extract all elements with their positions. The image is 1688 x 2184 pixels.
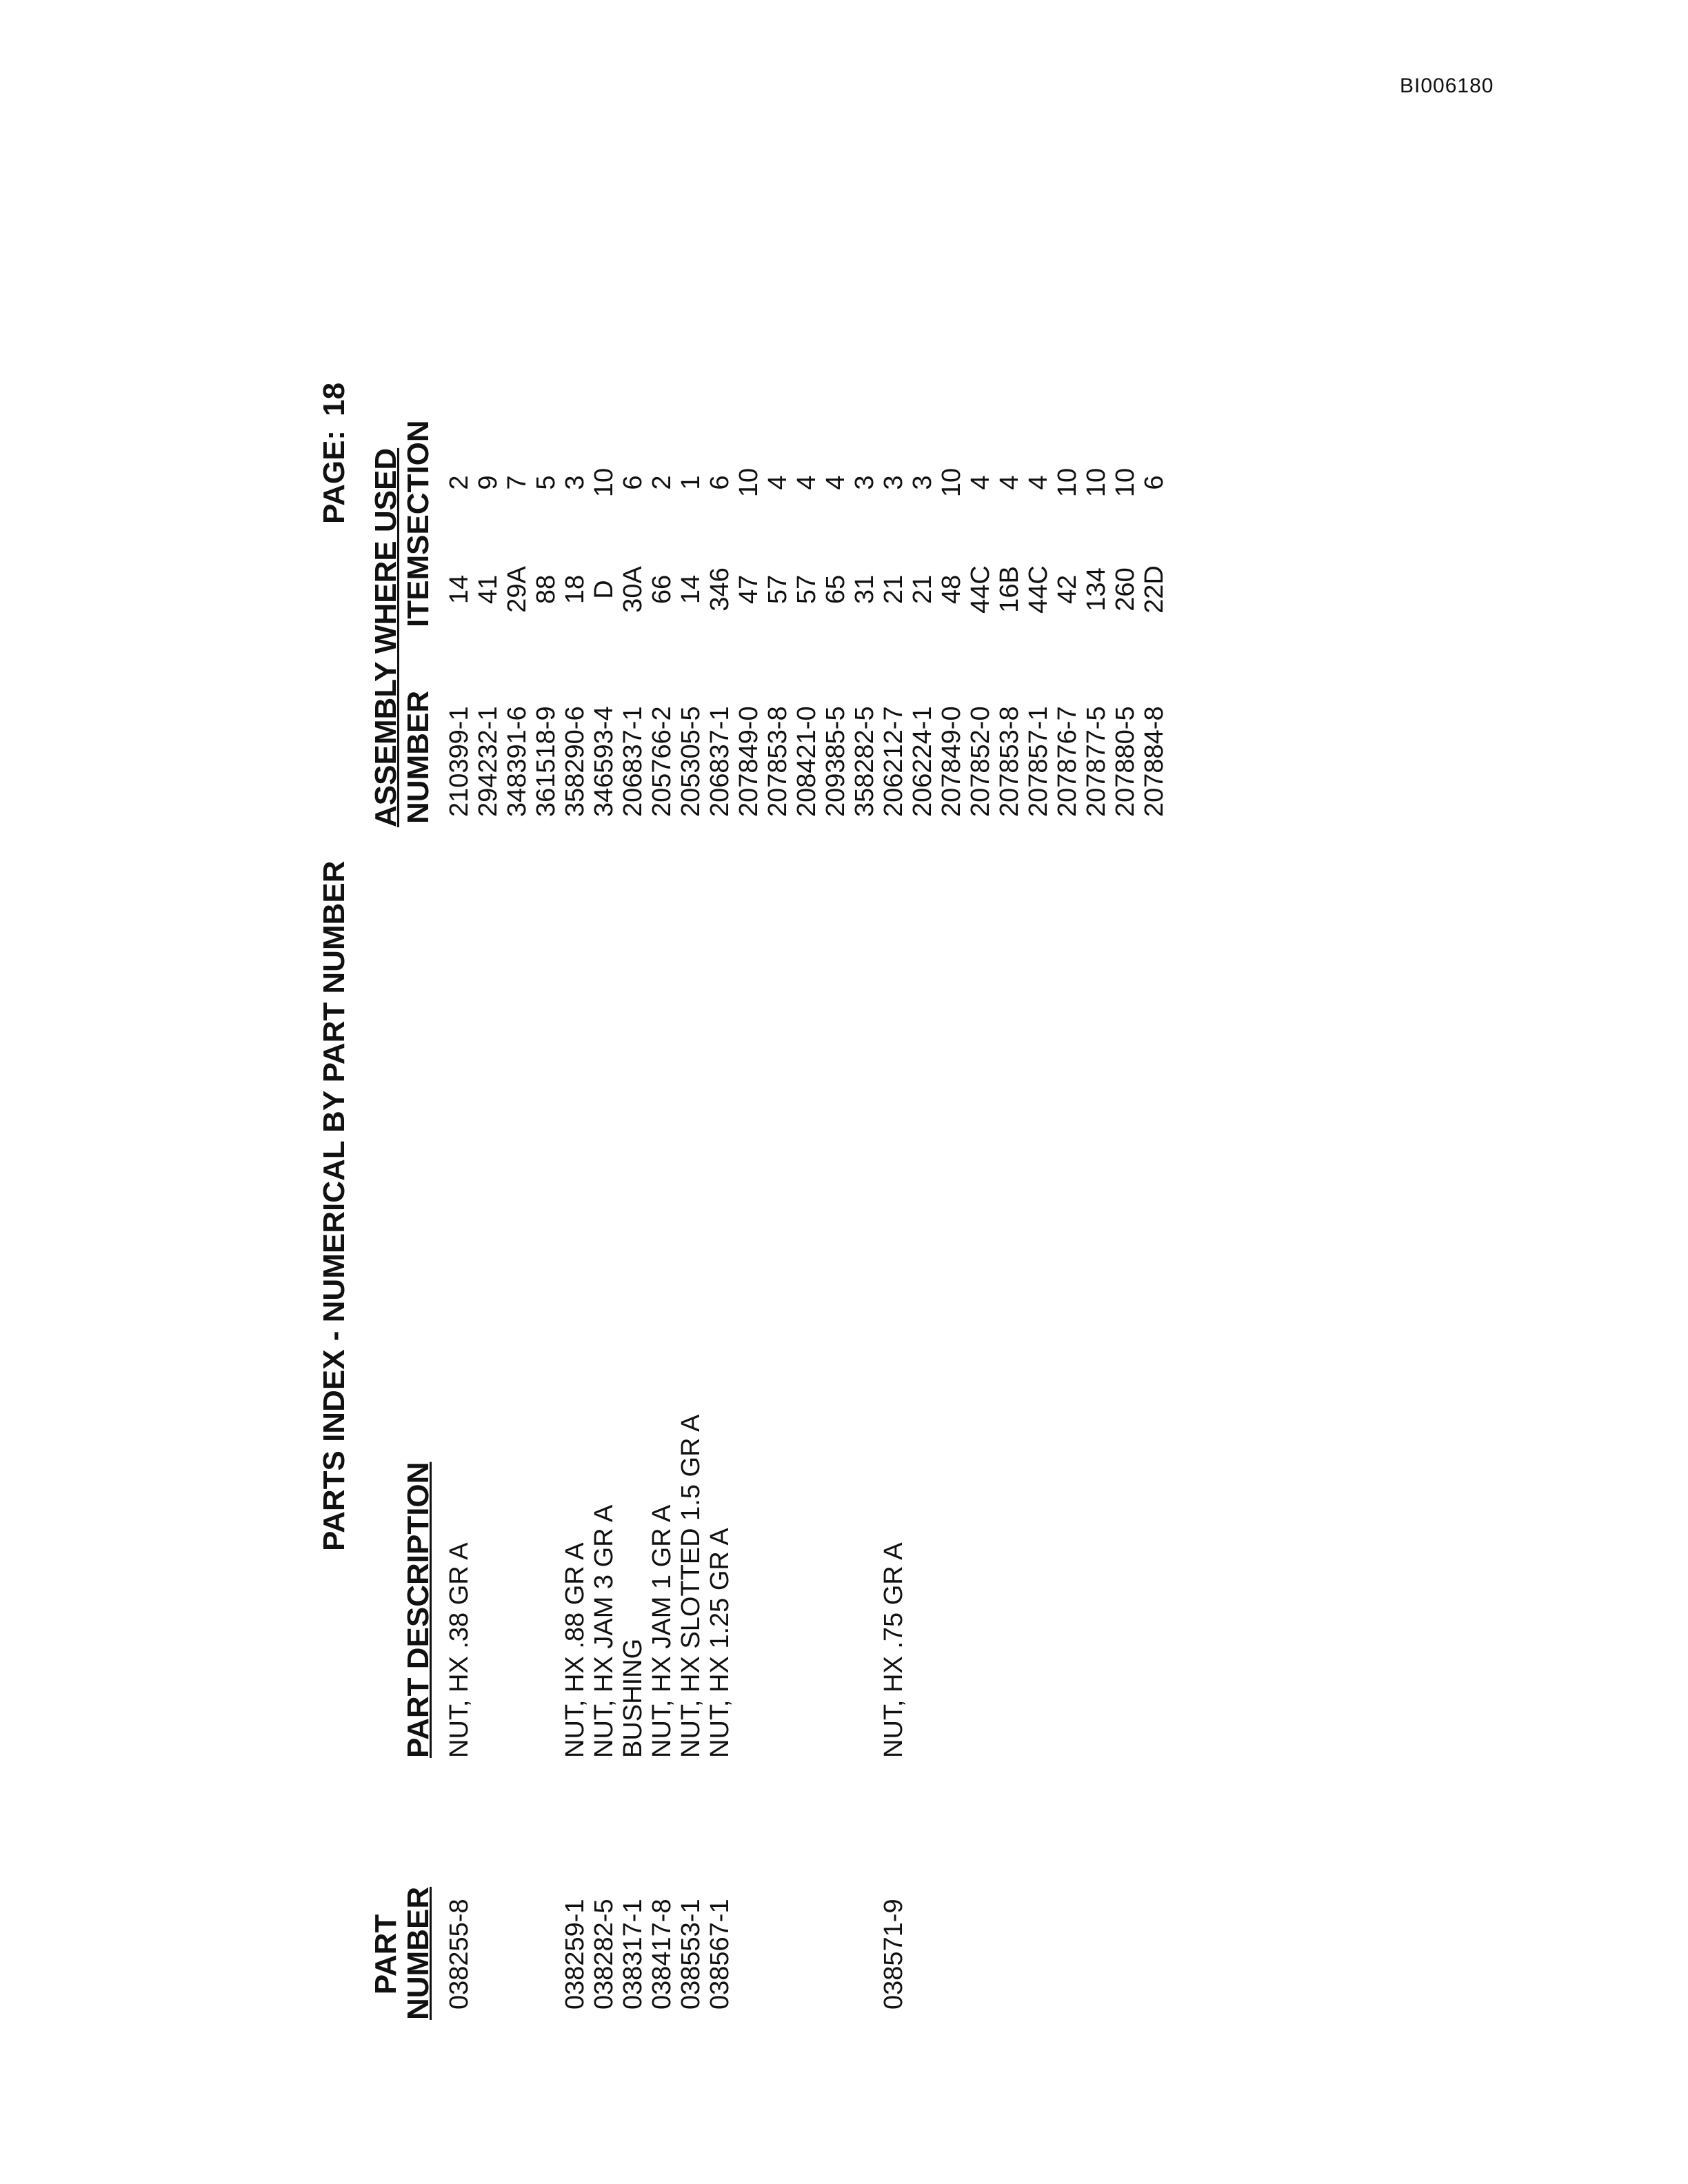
item-cell: 57 bbox=[792, 574, 821, 605]
document-id: BI006180 bbox=[1400, 74, 1494, 97]
section-cell: 9 bbox=[474, 475, 503, 490]
item-cell: 31 bbox=[850, 574, 879, 605]
item-cell: 41 bbox=[474, 574, 503, 605]
assembly-number-cell: 207849-0 bbox=[937, 706, 966, 817]
section-cell: 3 bbox=[908, 475, 937, 490]
header-section: SECTION bbox=[401, 420, 435, 555]
header-assembly-where-used: ASSEMBLY WHERE USED bbox=[369, 447, 403, 827]
item-cell: 18 bbox=[561, 574, 590, 605]
section-cell: 4 bbox=[1024, 475, 1053, 490]
assembly-number-cell: 207853-8 bbox=[995, 706, 1024, 817]
section-cell: 4 bbox=[966, 475, 995, 490]
assembly-number-cell: 205766-2 bbox=[647, 706, 676, 817]
item-cell: 30A bbox=[619, 566, 647, 613]
item-cell: 88 bbox=[532, 574, 561, 605]
item-cell: 260 bbox=[1111, 567, 1140, 611]
item-cell: 346 bbox=[705, 567, 734, 611]
item-cell: 14 bbox=[676, 574, 705, 605]
part-description-cell bbox=[532, 1138, 561, 1758]
header-part: PART bbox=[369, 1914, 403, 1995]
part-number-cell: 038255-8 bbox=[445, 1899, 474, 2010]
part-description-cell bbox=[763, 1138, 792, 1758]
section-cell: 3 bbox=[879, 475, 908, 490]
section-cell: 4 bbox=[821, 475, 850, 490]
item-cell: 22D bbox=[1140, 565, 1169, 614]
header-part-description: PART DESCRIPTION bbox=[401, 1462, 435, 1758]
assembly-number-cell: 209385-5 bbox=[821, 706, 850, 817]
part-description-cell: NUT, HX .38 GR A bbox=[445, 1542, 474, 1758]
part-number-cell: 038282-5 bbox=[590, 1899, 619, 2010]
part-number-cell: 038259-1 bbox=[561, 1899, 590, 2010]
item-cell: 57 bbox=[763, 574, 792, 605]
part-number-cell bbox=[474, 1817, 503, 2010]
item-cell: 65 bbox=[821, 574, 850, 605]
part-description-cell: NUT, HX JAM 3 GR A bbox=[590, 1504, 619, 1758]
assembly-number-cell: 294232-1 bbox=[474, 706, 503, 817]
item-cell: 47 bbox=[734, 574, 763, 605]
assembly-number-cell: 207880-5 bbox=[1111, 706, 1140, 817]
part-number-cell: 038571-9 bbox=[879, 1899, 908, 2010]
rotated-page-content bbox=[290, 255, 1393, 2020]
section-cell: 4 bbox=[995, 475, 1024, 490]
section-cell: 2 bbox=[647, 475, 676, 490]
page-number: 18 bbox=[317, 382, 351, 416]
assembly-number-cell: 207857-1 bbox=[1024, 706, 1053, 817]
part-description-cell bbox=[821, 1138, 850, 1758]
item-cell: 48 bbox=[937, 574, 966, 605]
part-number-cell bbox=[821, 1817, 850, 2010]
page-title: PARTS INDEX - NUMERICAL BY PART NUMBER bbox=[317, 860, 351, 1551]
part-number-cell bbox=[532, 1817, 561, 2010]
section-cell: 3 bbox=[561, 475, 590, 490]
part-description-cell: NUT, HX 1.25 GR A bbox=[705, 1528, 734, 1758]
assembly-number-cell: 346593-4 bbox=[590, 706, 619, 817]
part-number-cell: 038317-1 bbox=[619, 1899, 647, 2010]
item-cell: 134 bbox=[1082, 567, 1111, 611]
section-cell: 4 bbox=[792, 475, 821, 490]
part-description-cell: NUT, HX JAM 1 GR A bbox=[647, 1504, 676, 1758]
assembly-number-cell: 358290-6 bbox=[561, 706, 590, 817]
assembly-number-cell: 358282-5 bbox=[850, 706, 879, 817]
header-part-number: NUMBER bbox=[401, 1886, 435, 2020]
section-cell: 3 bbox=[850, 475, 879, 490]
assembly-number-column bbox=[445, 631, 1169, 817]
part-number-cell bbox=[503, 1817, 532, 2010]
assembly-number-cell: 207853-8 bbox=[763, 706, 792, 817]
section-cell: 10 bbox=[590, 467, 619, 498]
page-label: PAGE: bbox=[317, 429, 351, 524]
assembly-number-cell: 207877-5 bbox=[1082, 706, 1111, 817]
part-description-cell: NUT, HX .88 GR A bbox=[561, 1542, 590, 1758]
item-cell: 21 bbox=[879, 574, 908, 605]
section-cell: 10 bbox=[937, 467, 966, 498]
assembly-number-cell: 207876-7 bbox=[1053, 706, 1082, 817]
page-indicator bbox=[317, 383, 352, 524]
part-description-cell: NUT, HX SLOTTED 1.5 GR A bbox=[676, 1414, 705, 1758]
assembly-number-cell: 206837-1 bbox=[619, 706, 647, 817]
assembly-number-cell: 361518-9 bbox=[532, 706, 561, 817]
section-cell: 4 bbox=[763, 475, 792, 490]
part-number-cell bbox=[850, 1817, 879, 2010]
item-cell: 66 bbox=[647, 574, 676, 605]
assembly-number-cell: 206212-7 bbox=[879, 706, 908, 817]
section-cell: 6 bbox=[1140, 475, 1169, 490]
part-number-cell bbox=[734, 1817, 763, 2010]
assembly-number-cell: 207849-0 bbox=[734, 706, 763, 817]
assembly-number-cell: 205305-5 bbox=[676, 706, 705, 817]
assembly-number-cell: 206837-1 bbox=[705, 706, 734, 817]
item-cell: 42 bbox=[1053, 574, 1082, 605]
header-assembly-number: NUMBER bbox=[401, 690, 435, 824]
section-cell: 10 bbox=[1082, 467, 1111, 498]
section-cell: 6 bbox=[619, 475, 647, 490]
part-description-cell: NUT, HX .75 GR A bbox=[879, 1542, 908, 1758]
part-description-cell bbox=[734, 1138, 763, 1758]
header-item: ITEM bbox=[401, 554, 435, 627]
item-cell: D bbox=[590, 580, 619, 599]
section-cell: 7 bbox=[503, 475, 532, 490]
part-description-cell: BUSHING bbox=[619, 1638, 647, 1758]
part-description-cell bbox=[792, 1138, 821, 1758]
assembly-number-cell: 206224-1 bbox=[908, 706, 937, 817]
item-cell: 29A bbox=[503, 566, 532, 613]
part-number-cell: 038567-1 bbox=[705, 1899, 734, 2010]
assembly-number-cell: 208421-0 bbox=[792, 706, 821, 817]
section-cell: 5 bbox=[532, 475, 561, 490]
part-description-cell bbox=[474, 1138, 503, 1758]
part-description-column bbox=[445, 1138, 908, 1758]
part-description-cell bbox=[503, 1138, 532, 1758]
item-column bbox=[445, 552, 1169, 627]
section-cell: 10 bbox=[1053, 467, 1082, 498]
item-cell: 44C bbox=[966, 565, 995, 614]
section-cell: 10 bbox=[1111, 467, 1140, 498]
section-cell: 10 bbox=[734, 467, 763, 498]
item-cell: 44C bbox=[1024, 565, 1053, 614]
assembly-number-cell: 210399-1 bbox=[445, 706, 474, 817]
item-cell: 21 bbox=[908, 574, 937, 605]
section-cell: 1 bbox=[676, 475, 705, 490]
part-number-cell bbox=[763, 1817, 792, 2010]
assembly-number-cell: 348391-6 bbox=[503, 706, 532, 817]
assembly-number-cell: 207884-8 bbox=[1140, 706, 1169, 817]
part-number-cell bbox=[792, 1817, 821, 2010]
part-description-cell bbox=[850, 1138, 879, 1758]
part-number-column bbox=[445, 1817, 908, 2010]
assembly-number-cell: 207852-0 bbox=[966, 706, 995, 817]
part-number-cell: 038553-1 bbox=[676, 1899, 705, 2010]
part-number-cell: 038417-8 bbox=[647, 1899, 676, 2010]
item-cell: 16B bbox=[995, 566, 1024, 613]
section-cell: 2 bbox=[445, 475, 474, 490]
item-cell: 14 bbox=[445, 574, 474, 605]
section-cell: 6 bbox=[705, 475, 734, 490]
section-column bbox=[445, 455, 1169, 510]
